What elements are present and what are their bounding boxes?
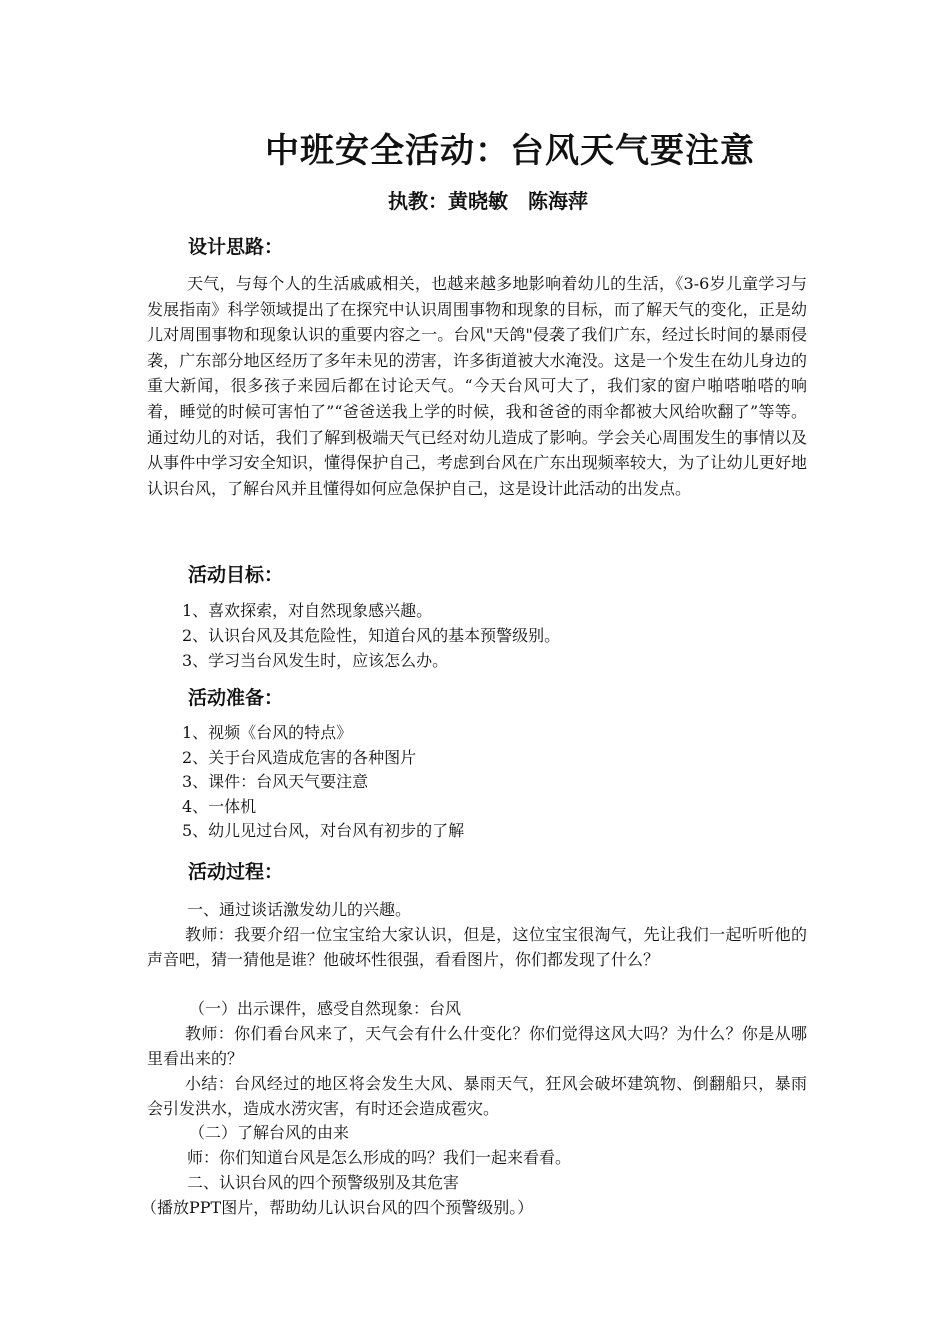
process-step-2: 二、认识台风的四个预警级别及其危害	[187, 1173, 460, 1192]
list-item: 1、视频《台风的特点》	[182, 723, 353, 742]
teacher-dialogue-3: 师：你们知道台风是怎么形成的吗？我们一起来看看。	[187, 1148, 572, 1167]
teacher-second: 陈海萍	[528, 189, 588, 213]
teacher-dialogue-2: 教师：你们看台风来了，天气会有什么什变化？你们觉得这风大吗？为什么？你是从哪里看出来的？	[147, 1024, 807, 1068]
process-step-1: 一、通过谈话激发幼儿的兴趣。	[187, 900, 412, 919]
prep-list	[182, 721, 464, 844]
list-item: 3、学习当台风发生时，应该怎么办。	[182, 651, 449, 670]
process-sub-2: （二）了解台风的由来	[189, 1123, 350, 1142]
summary-paragraph: 小结：台风经过的地区将会发生大风、暴雨天气，狂风会破坏建筑物、倒翻船只，暴雨会引发洪水，造成水涝灾害，有时还会造成雹灾。	[147, 1074, 807, 1118]
design-paragraph: 天气，与每个人的生活戚戚相关，也越来越多地影响着幼儿的生活，《3-6岁儿童学习与发展指南》科学领域提出了在探究中认识周围事物和现象的目标，而了解天气的变化，正是幼儿对周围事物和现象认识的重要内容之一。台风"天鸽"侵袭了我们广东，经过长时间的暴雨侵袭，广东部分地区经历了多年未见的涝害，许多街道被大水淹没。这是一个发生在幼儿身边的重大新闻，很多孩子来园后都在讨论天气。“今天台风可大了，我们家的窗户啪嗒啪嗒的响着，睡觉的时候可害怕了”“爸爸送我上学的时候，我和爸爸的雨伞都被大风给吹翻了”等等。通过幼儿的对话，我们了解到极端天气已经对幼儿造成了影响。学会关心周围发生的事情以及从事件中学习安全知识，懂得保护自己，考虑到台风在广东出现频率较大，为了让幼儿更好地认识台风，了解台风并且懂得如何应急保护自己，这是设计此活动的出发点。	[147, 274, 807, 498]
page-title: 中班安全活动：台风天气要注意	[265, 131, 755, 171]
list-item: 3、课件：台风天气要注意	[182, 772, 369, 792]
goals-heading: 活动目标：	[188, 564, 284, 586]
list-item: 2、认识台风及其危险性，知道台风的基本预警级别。	[182, 626, 561, 645]
list-item: 4、一体机	[182, 796, 257, 816]
process-sub-1: （一）出示课件，感受自然现象：台风	[189, 999, 462, 1018]
list-item: 1、喜欢探索，对自然现象感兴趣。	[182, 601, 433, 620]
design-heading: 设计思路：	[188, 236, 284, 258]
teacher-dialogue-1: 教师：我要介绍一位宝宝给大家认识，但是，这位宝宝很淘气，先让我们一起听听他的声音吧，猜一猜他是谁？他破坏性很强，看看图片，你们都发现了什么？	[147, 925, 807, 969]
teacher-label: 执教：黄晓敏	[388, 189, 508, 213]
process-heading: 活动过程：	[188, 861, 284, 883]
list-item: 2、关于台风造成危害的各种图片	[182, 747, 417, 767]
list-item: 5、幼儿见过台风，对台风有初步的了解	[182, 821, 465, 841]
process-note: （播放PPT图片，帮助幼儿认识台风的四个预警级别。）	[141, 1198, 534, 1217]
teachers-line	[388, 186, 588, 216]
goals-list	[182, 598, 560, 673]
prep-heading: 活动准备：	[188, 687, 284, 709]
